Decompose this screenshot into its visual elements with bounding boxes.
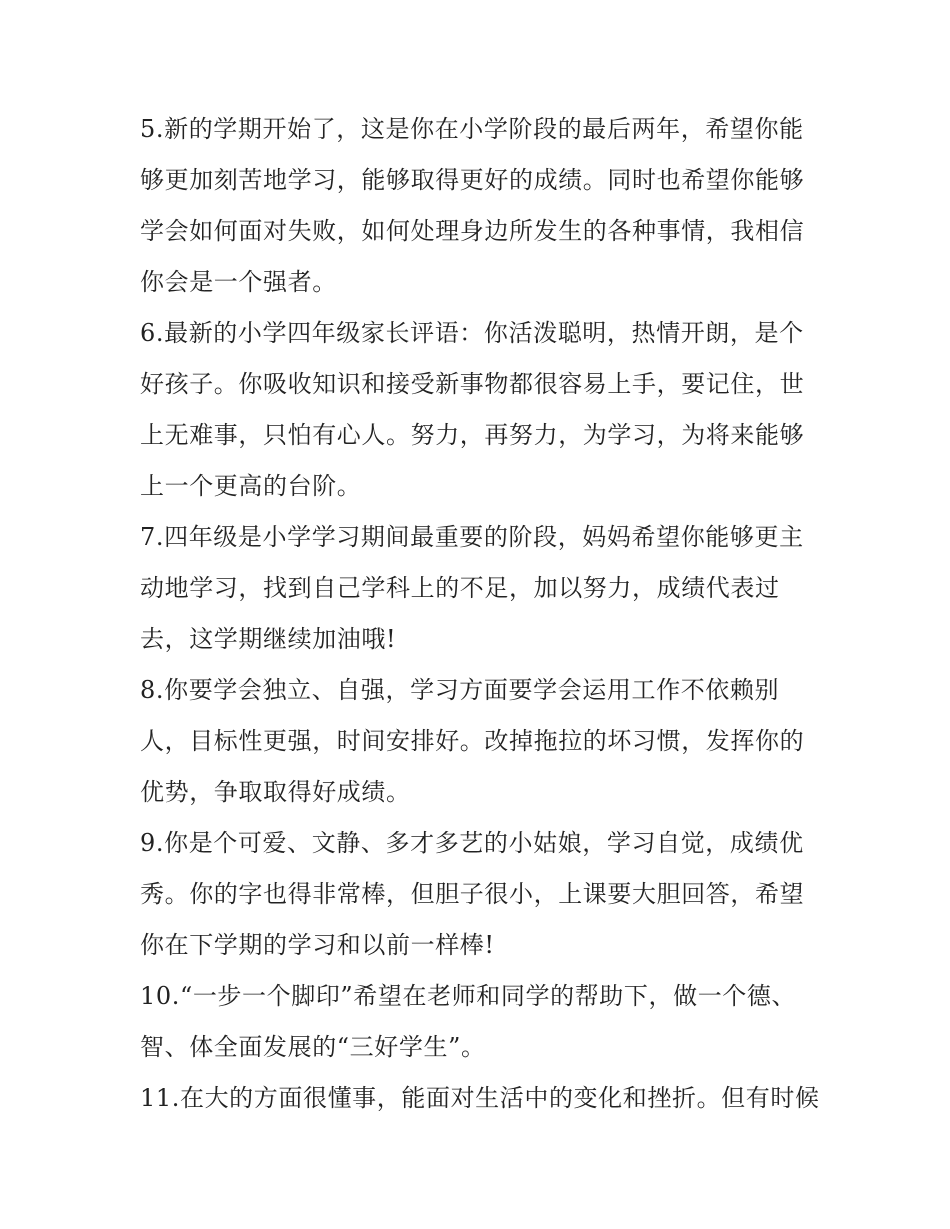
text-line: 动地学习，找到自己学科上的不足，加以努力，成绩代表过 bbox=[140, 574, 780, 602]
text-line: 你在下学期的学习和以前一样棒! bbox=[140, 931, 495, 959]
text-line: 6.最新的小学四年级家长评语：你活泼聪明，热情开朗，是个 bbox=[140, 319, 804, 347]
comment-paragraph-10 bbox=[140, 971, 820, 1073]
text-line: 你会是一个强者。 bbox=[140, 268, 337, 296]
text-line: 7.四年级是小学学习期间最重要的阶段，妈妈希望你能够更主 bbox=[140, 523, 804, 551]
text-line: 秀。你的字也得非常棒，但胆子很小，上课要大胆回答，希望 bbox=[140, 880, 805, 908]
document-body bbox=[140, 104, 820, 1124]
text-line: 好孩子。你吸收知识和接受新事物都很容易上手，要记住，世 bbox=[140, 370, 805, 398]
text-line: 11.在大的方面很懂事，能面对生活中的变化和挫折。但有时候 bbox=[140, 1084, 820, 1112]
text-line: 学会如何面对失败，如何处理身边所发生的各种事情，我相信 bbox=[140, 217, 805, 245]
text-line: 智、体全面发展的“三好学生”。 bbox=[140, 1033, 486, 1061]
text-line: 8.你要学会独立、自强，学习方面要学会运用工作不依赖别 bbox=[140, 676, 780, 704]
text-line: 人，目标性更强，时间安排好。改掉拖拉的坏习惯，发挥你的 bbox=[140, 727, 805, 755]
text-line: 够更加刻苦地学习，能够取得更好的成绩。同时也希望你能够 bbox=[140, 166, 805, 194]
text-line: 10.“一步一个脚印”希望在老师和同学的帮助下，做一个德、 bbox=[140, 982, 797, 1010]
text-line: 9.你是个可爱、文静、多才多艺的小姑娘，学习自觉，成绩优 bbox=[140, 829, 804, 857]
comment-paragraph-11 bbox=[140, 1073, 820, 1124]
comment-paragraph-8 bbox=[140, 665, 820, 818]
text-line: 上一个更高的台阶。 bbox=[140, 472, 362, 500]
text-line: 优势，争取取得好成绩。 bbox=[140, 778, 411, 806]
text-line: 去，这学期继续加油哦! bbox=[140, 625, 397, 653]
comment-paragraph-7 bbox=[140, 512, 820, 665]
text-line: 5.新的学期开始了，这是你在小学阶段的最后两年，希望你能 bbox=[140, 115, 804, 143]
text-line: 上无难事，只怕有心人。努力，再努力，为学习，为将来能够 bbox=[140, 421, 805, 449]
comment-paragraph-9 bbox=[140, 818, 820, 971]
comment-paragraph-5 bbox=[140, 104, 820, 308]
comment-paragraph-6 bbox=[140, 308, 820, 512]
